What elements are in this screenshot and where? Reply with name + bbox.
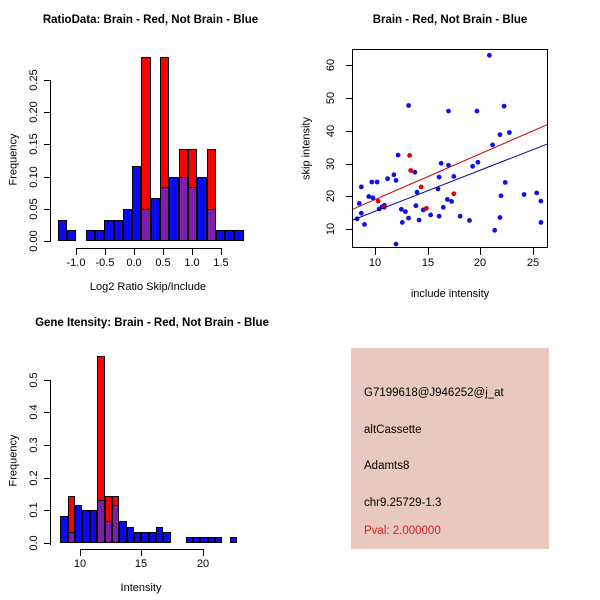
scatter-plot-box xyxy=(352,49,548,248)
scatter-point-brain xyxy=(407,153,412,158)
histogram-bar-blue xyxy=(104,220,114,241)
y-tick-label: 0.1 xyxy=(28,502,40,518)
histogram-bar-blue xyxy=(67,230,76,241)
x-tick-label: 20 xyxy=(473,257,487,269)
scatter-point-notbrain xyxy=(475,109,480,114)
scatter-point-notbrain xyxy=(441,205,446,210)
x-axis-tick xyxy=(533,248,534,255)
histogram-bar-red xyxy=(160,57,169,241)
scatter-point-notbrain xyxy=(507,130,512,135)
x-axis-tick xyxy=(221,248,222,255)
pval-text: Pval: 2.000000 xyxy=(364,525,441,537)
histogram-bar-blue xyxy=(114,220,123,241)
y-axis-tick xyxy=(346,65,352,66)
scatter-point-notbrain xyxy=(380,204,385,209)
x-axis-tick xyxy=(428,248,429,255)
y-axis-tick xyxy=(346,196,352,197)
scatter-point-notbrain xyxy=(503,180,508,185)
scatter-point-notbrain xyxy=(369,180,374,185)
x-tick-label: 15 xyxy=(134,558,148,570)
x-axis-tick xyxy=(192,248,193,255)
histogram-bar-blue xyxy=(123,209,132,241)
scatter-point-notbrain xyxy=(417,218,422,223)
scatter-point-notbrain xyxy=(359,211,364,216)
y-tick-label: 20 xyxy=(325,189,337,203)
histogram-bar-overlap xyxy=(68,532,75,543)
y-tick-label: 0.15 xyxy=(28,133,40,155)
scatter-point-notbrain xyxy=(375,180,380,185)
histogram-bar-overlap xyxy=(97,500,105,543)
notbrain-fit-line xyxy=(353,144,547,221)
x-tick-label: 10 xyxy=(368,257,382,269)
y-axis-tick xyxy=(44,144,50,145)
scatter-point-notbrain xyxy=(415,190,420,195)
scatter-point-notbrain xyxy=(446,163,451,168)
y-tick-label: 10 xyxy=(325,222,337,236)
histogram-bar-blue xyxy=(141,532,149,543)
scatter-point-notbrain xyxy=(394,242,399,247)
scatter-point-notbrain xyxy=(522,192,527,197)
scatter-point-notbrain xyxy=(392,172,397,177)
x-tick-label: 0.0 xyxy=(126,257,142,269)
histogram-bar-blue xyxy=(119,521,127,543)
scatter-point-notbrain xyxy=(439,161,444,166)
scatter-point-notbrain xyxy=(436,187,441,192)
histogram-bar-blue xyxy=(134,532,141,543)
y-tick-label: 0.20 xyxy=(28,101,40,123)
scatter-point-notbrain xyxy=(498,215,503,220)
y-tick-label: 0.10 xyxy=(28,166,40,188)
y-axis-tick xyxy=(44,445,50,446)
histogram-bar-blue xyxy=(200,537,208,543)
y-tick-label: 60 xyxy=(325,58,337,72)
y-axis-tick xyxy=(44,112,50,113)
y-tick-label: 0.5 xyxy=(28,372,40,388)
scatter-point-notbrain xyxy=(539,199,544,204)
scatter-point-notbrain xyxy=(362,222,367,227)
scatter-point-notbrain xyxy=(385,176,390,181)
histogram-bar-overlap xyxy=(207,209,216,241)
scatter-point-notbrain xyxy=(421,208,426,213)
histogram-bar-blue xyxy=(230,537,237,543)
x-axis-line xyxy=(76,248,222,249)
histogram-bar-overlap xyxy=(141,209,151,241)
scatter-point-notbrain xyxy=(492,228,497,233)
y-tick-label: 0.00 xyxy=(28,230,40,252)
y-tick-label: 0.25 xyxy=(28,69,40,91)
histogram-bar-red xyxy=(207,149,216,241)
scatter-point-brain xyxy=(382,205,387,210)
scatter-point-notbrain xyxy=(490,143,495,148)
y-axis-tick xyxy=(346,164,352,165)
x-tick-label: 1.0 xyxy=(184,257,200,269)
scatter-point-brain xyxy=(424,206,429,211)
y-tick-label: 30 xyxy=(325,157,337,171)
x-tick-label: -0.5 xyxy=(95,257,115,269)
y-axis-tick xyxy=(346,229,352,230)
histogram-bar-blue xyxy=(215,537,222,543)
scatter-point-notbrain xyxy=(446,109,451,114)
histogram-bar-red xyxy=(97,356,105,543)
y-tick-label: 0.4 xyxy=(28,404,40,420)
x-tick-label: 1.5 xyxy=(213,257,229,269)
y-tick-label: 0.0 xyxy=(28,535,40,551)
scatter-point-notbrain xyxy=(406,103,411,108)
histogram-bar-blue xyxy=(208,537,215,543)
x-axis-line xyxy=(80,549,204,550)
y-tick-label: 0.3 xyxy=(28,437,40,453)
scatter-point-brain xyxy=(376,199,381,204)
histogram-bar-red xyxy=(188,149,197,241)
scatter-point-brain xyxy=(419,185,424,190)
y-axis-label: skip intensity xyxy=(300,117,313,180)
x-axis-label: Log2 Ratio Skip/Include xyxy=(89,281,207,293)
x-tick-label: -1.0 xyxy=(66,257,86,269)
chart-title: Gene Itensity: Brain - Red, Not Brain - Blue xyxy=(35,317,269,329)
histogram-bar-blue xyxy=(132,166,141,241)
histogram-bar-overlap xyxy=(188,187,197,241)
scatter-point-notbrain xyxy=(498,132,503,137)
scatter-canvas xyxy=(353,50,547,247)
y-axis-tick xyxy=(44,380,50,381)
scatter-point-notbrain xyxy=(371,195,376,200)
histogram-bar-blue xyxy=(225,230,234,241)
scatter-point-notbrain xyxy=(445,197,450,202)
scatter-point-notbrain xyxy=(399,207,404,212)
y-axis-tick xyxy=(346,131,352,132)
locus-text: chr9.25729-1.3 xyxy=(364,497,442,509)
histogram-bar-blue xyxy=(163,532,171,543)
x-tick-label: 25 xyxy=(526,257,540,269)
y-axis-tick xyxy=(44,478,50,479)
x-axis-label: include intensity xyxy=(410,288,490,300)
histogram-bar-blue xyxy=(82,510,90,543)
chart-title: Brain - Red, Not Brain - Blue xyxy=(372,14,528,26)
histogram-bar-overlap xyxy=(112,505,119,543)
scatter-point-notbrain xyxy=(366,194,371,199)
scatter-point-notbrain xyxy=(437,214,442,219)
x-axis-tick xyxy=(480,248,481,255)
x-axis-tick xyxy=(134,248,135,255)
y-axis-tick xyxy=(44,80,50,81)
histogram-bar-overlap xyxy=(105,521,112,543)
scatter-point-notbrain xyxy=(414,203,419,208)
histogram-bar-red xyxy=(112,496,119,543)
histogram-bar-red xyxy=(141,57,151,241)
histogram-bar-red xyxy=(179,149,188,241)
scatter-point-notbrain xyxy=(428,213,433,218)
histogram-bar-blue xyxy=(86,230,95,241)
scatter-point-notbrain xyxy=(499,193,504,198)
x-axis-tick xyxy=(80,549,81,556)
y-axis-tick xyxy=(346,98,352,99)
histogram-bar-blue xyxy=(193,537,200,543)
histogram-bar-overlap xyxy=(179,177,188,241)
histogram-bar-blue xyxy=(75,505,82,543)
y-axis-label: Frequency xyxy=(7,133,20,186)
y-axis-tick xyxy=(44,209,50,210)
scatter-point-notbrain xyxy=(355,216,360,221)
x-tick-label: 20 xyxy=(196,558,210,570)
scatter-point-brain xyxy=(451,191,456,196)
brain-fit-line xyxy=(353,124,547,209)
scatter-point-notbrain xyxy=(359,185,364,190)
scatter-point-notbrain xyxy=(406,216,411,221)
histogram-bar-blue xyxy=(90,510,97,543)
scatter-point-notbrain xyxy=(458,214,463,219)
histogram-bar-blue xyxy=(95,230,104,241)
scatter-point-notbrain xyxy=(400,220,405,225)
y-axis-tick xyxy=(44,412,50,413)
scatter-point-notbrain xyxy=(377,207,382,212)
histogram-bar-blue xyxy=(234,230,244,241)
scatter-point-brain xyxy=(408,168,413,173)
histogram-bar-blue xyxy=(216,230,225,241)
scatter-point-notbrain xyxy=(396,153,401,158)
scatter-point-notbrain xyxy=(451,174,456,179)
x-axis-tick xyxy=(203,549,204,556)
y-axis-tick xyxy=(44,241,50,242)
scatter-point-notbrain xyxy=(534,191,539,196)
scatter-point-notbrain xyxy=(437,175,442,180)
x-axis-tick xyxy=(163,248,164,255)
histogram-bar-overlap xyxy=(160,187,169,241)
y-tick-label: 0.05 xyxy=(28,198,40,220)
scatter-point-notbrain xyxy=(449,199,454,204)
y-tick-label: 40 xyxy=(325,124,337,138)
histogram-bar-blue xyxy=(58,220,67,241)
y-tick-label: 50 xyxy=(325,91,337,105)
y-axis-line xyxy=(50,380,51,545)
histogram-bar-blue xyxy=(60,516,68,543)
x-axis-tick xyxy=(76,248,77,255)
histogram-bar-blue xyxy=(156,527,163,543)
splice-type-text: altCassette xyxy=(364,424,422,436)
histogram-bar-red xyxy=(105,496,112,543)
x-tick-label: 15 xyxy=(421,257,435,269)
scatter-point-notbrain xyxy=(470,164,475,169)
scatter-point-notbrain xyxy=(403,209,408,214)
scatter-point-notbrain xyxy=(413,170,418,175)
chart-title: RatioData: Brain - Red, Not Brain - Blue xyxy=(42,14,259,26)
y-axis-label: Frequency xyxy=(7,434,20,487)
histogram-bar-blue xyxy=(197,177,207,241)
y-axis-tick xyxy=(44,510,50,511)
x-tick-label: 10 xyxy=(73,558,87,570)
x-axis-tick xyxy=(375,248,376,255)
scatter-point-notbrain xyxy=(487,53,492,58)
histogram-bar-blue xyxy=(127,527,134,543)
y-axis-tick xyxy=(44,177,50,178)
scatter-point-notbrain xyxy=(502,104,507,109)
y-axis-tick xyxy=(44,543,50,544)
histogram-bar-blue xyxy=(186,537,193,543)
x-axis-tick xyxy=(141,549,142,556)
x-axis-label: Intensity xyxy=(120,582,162,594)
scatter-point-notbrain xyxy=(539,220,544,225)
scatter-point-notbrain xyxy=(467,218,472,223)
histogram-bar-blue xyxy=(149,532,156,543)
y-axis-line xyxy=(50,80,51,242)
y-tick-label: 0.2 xyxy=(28,470,40,486)
histogram-bar-red xyxy=(68,496,75,543)
x-tick-label: 0.5 xyxy=(155,257,171,269)
scatter-point-notbrain xyxy=(476,160,481,165)
scatter-point-notbrain xyxy=(394,178,399,183)
histogram-bar-blue xyxy=(169,177,179,241)
gene-name-text: Adamts8 xyxy=(364,460,410,472)
scatter-point-notbrain xyxy=(382,203,387,208)
x-axis-tick xyxy=(105,248,106,255)
probe-id-text: G7199618@J946252@j_at xyxy=(364,387,504,399)
gene-info-box xyxy=(351,348,549,549)
scatter-point-notbrain xyxy=(357,201,362,206)
histogram-bar-blue xyxy=(151,198,160,241)
